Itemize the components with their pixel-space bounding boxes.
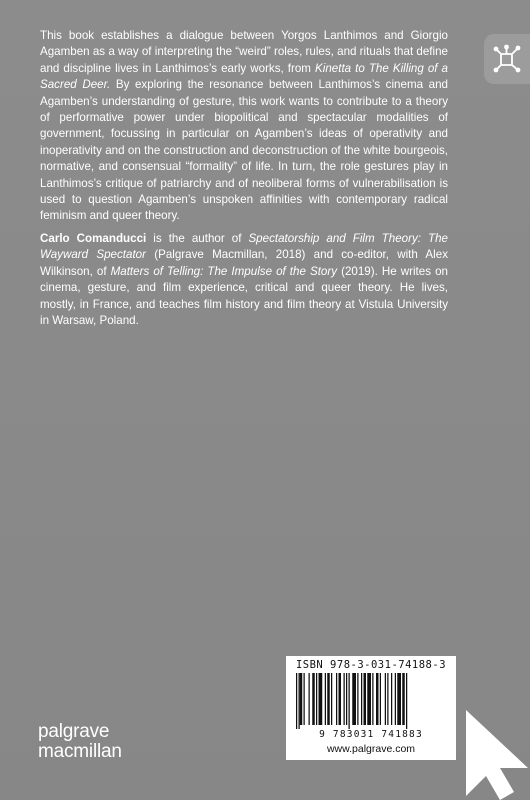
- barcode-bar: [380, 673, 381, 725]
- bio-text-3: (2019). He writes on cinema, gesture, and film experience, critical and queer theory. He lives, mostly, in France, and teaches film history and film theory at Vistula University in Warsaw, Poland.: [40, 264, 448, 328]
- bio-book-1: Spectatorship and Film Theory: The Wayward Spectator: [40, 232, 448, 262]
- logo-line-1: palgrave: [38, 721, 110, 742]
- description-text-2: By exploring the resonance between Lanthimos’s cinema and Agamben’s understanding of gesture, this work wants to contribute to a theory of performative power under biopolitical and spectacular modalities of government, focussing in particular on Agamben’s ideas of operativity and inoperativity and on the construction and deconstruction of the white bourgeois, normative, and consensual “formality” of life. In turn, the role gestures play in Lanthimos’s critique of patriarchy and of neoliberal forms of vulnerabilisation is used to question Agamben’s unspoken affinities with contemporary radical feminism and queer theory.: [40, 78, 448, 223]
- cursor-arrow-icon: [456, 700, 530, 800]
- book-description: [40, 28, 448, 225]
- publisher-logo: [38, 722, 122, 762]
- barcode-bar: [352, 673, 356, 725]
- barcode-bar: [387, 673, 388, 725]
- barcode-bar: [367, 673, 371, 725]
- bio-text-1: is the author of: [146, 232, 249, 245]
- barcode-bar: [346, 673, 347, 725]
- barcode-bar: [319, 673, 323, 725]
- description-text-1: This book establishes a dialogue between Yorgos Lanthimos and Giorgio Agamben as a way of interpreting the “weird” roles, rules, and rituals that define and discipline lives in Lanthimos’s early works, from: [40, 29, 448, 75]
- barcode-bar: [364, 673, 367, 725]
- logo-line-2: macmillan: [38, 741, 122, 762]
- barcode-bar: [304, 673, 305, 725]
- isbn-label: ISBN 978-3-031-74188-3: [295, 659, 447, 671]
- barcode-bar: [312, 673, 315, 725]
- barcode-bar: [361, 673, 362, 725]
- barcode-bar: [406, 673, 407, 729]
- barcode-bar: [397, 673, 401, 725]
- barcode-bar: [300, 673, 303, 725]
- description-title-italic: Kinetta to The Killing of a Sacred Deer.: [40, 61, 448, 92]
- barcode-bar: [296, 673, 297, 729]
- barcode-bar: [372, 673, 373, 725]
- isbn-barcode-box: [286, 656, 456, 760]
- barcode-bar: [357, 673, 358, 725]
- barcode-bar: [325, 673, 326, 725]
- author-bio: [40, 231, 448, 329]
- barcode-number: 9 783031 741883: [319, 729, 423, 740]
- barcode-bar: [299, 673, 300, 729]
- series-emblem: [484, 34, 530, 84]
- bio-text-2: (Palgrave Macmillan, 2018) and co-editor, with Alex Wilkinson, of: [40, 248, 448, 278]
- barcode-bar: [316, 673, 317, 725]
- barcode-bar: [376, 673, 379, 725]
- barcode-bar: [331, 673, 332, 725]
- barcode-bar: [391, 673, 392, 725]
- barcode-bar: [339, 673, 342, 725]
- barcode-bars: [292, 673, 450, 729]
- barcode-bar: [385, 673, 386, 725]
- barcode-bar: [336, 673, 337, 725]
- barcode-bar: [395, 673, 396, 725]
- barcode-bar: [349, 673, 350, 729]
- barcode-bar: [402, 673, 405, 725]
- barcode-bar: [327, 673, 330, 725]
- network-node-icon: [492, 43, 522, 75]
- author-name: Carlo Comanducci: [40, 232, 147, 245]
- barcode-bar: [309, 673, 310, 725]
- barcode-bar: [344, 673, 345, 725]
- bio-book-2: Matters of Telling: The Impulse of the Story: [110, 264, 338, 278]
- publisher-website: www.palgrave.com: [326, 743, 416, 755]
